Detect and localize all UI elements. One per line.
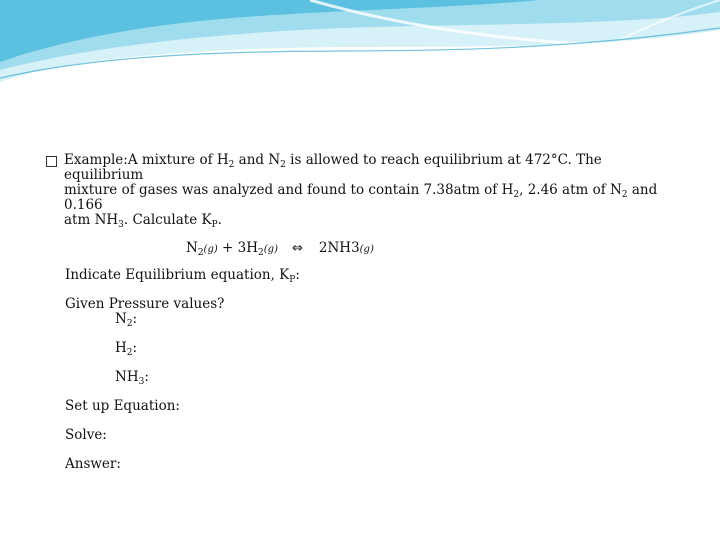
solve-prompt: Solve: [65,427,107,443]
indicate-prompt: Indicate Equilibrium equation, $K_P$: [65,267,300,285]
example-text [64,153,666,228]
example-line-1: Example:A mixture of $H_2$ and $N_2$ is allowed to reach equilibrium at 472°C. The equilibrium [64,152,602,183]
reaction-equation: $N_2(g) + 3H_2(g)$ ⇔ 2NH3(g) [186,240,374,258]
setup-prompt: Set up Equation: [65,398,180,414]
slide-content [46,153,666,472]
h2-pressure-label: $H_2$: [115,340,138,358]
example-line-2: mixture of gases was analyzed and found to contain 7.38atm of $H_2$, 2.46 atm of $N_2$ and 0.166 [64,182,658,213]
example-line-3: atm $NH_3$. Calculate $K_P$. [64,212,222,230]
given-prompt: Given Pressure values? [65,296,225,312]
bullet-box-icon [46,156,57,167]
n2-pressure-label: $N_2$: [115,311,138,329]
example-block [46,153,666,228]
header-banner [0,0,720,90]
nh3-pressure-label: $NH_3$: [115,369,149,387]
equilibrium-arrow-icon: ⇔ [291,241,303,256]
answer-prompt: Answer: [65,456,121,472]
